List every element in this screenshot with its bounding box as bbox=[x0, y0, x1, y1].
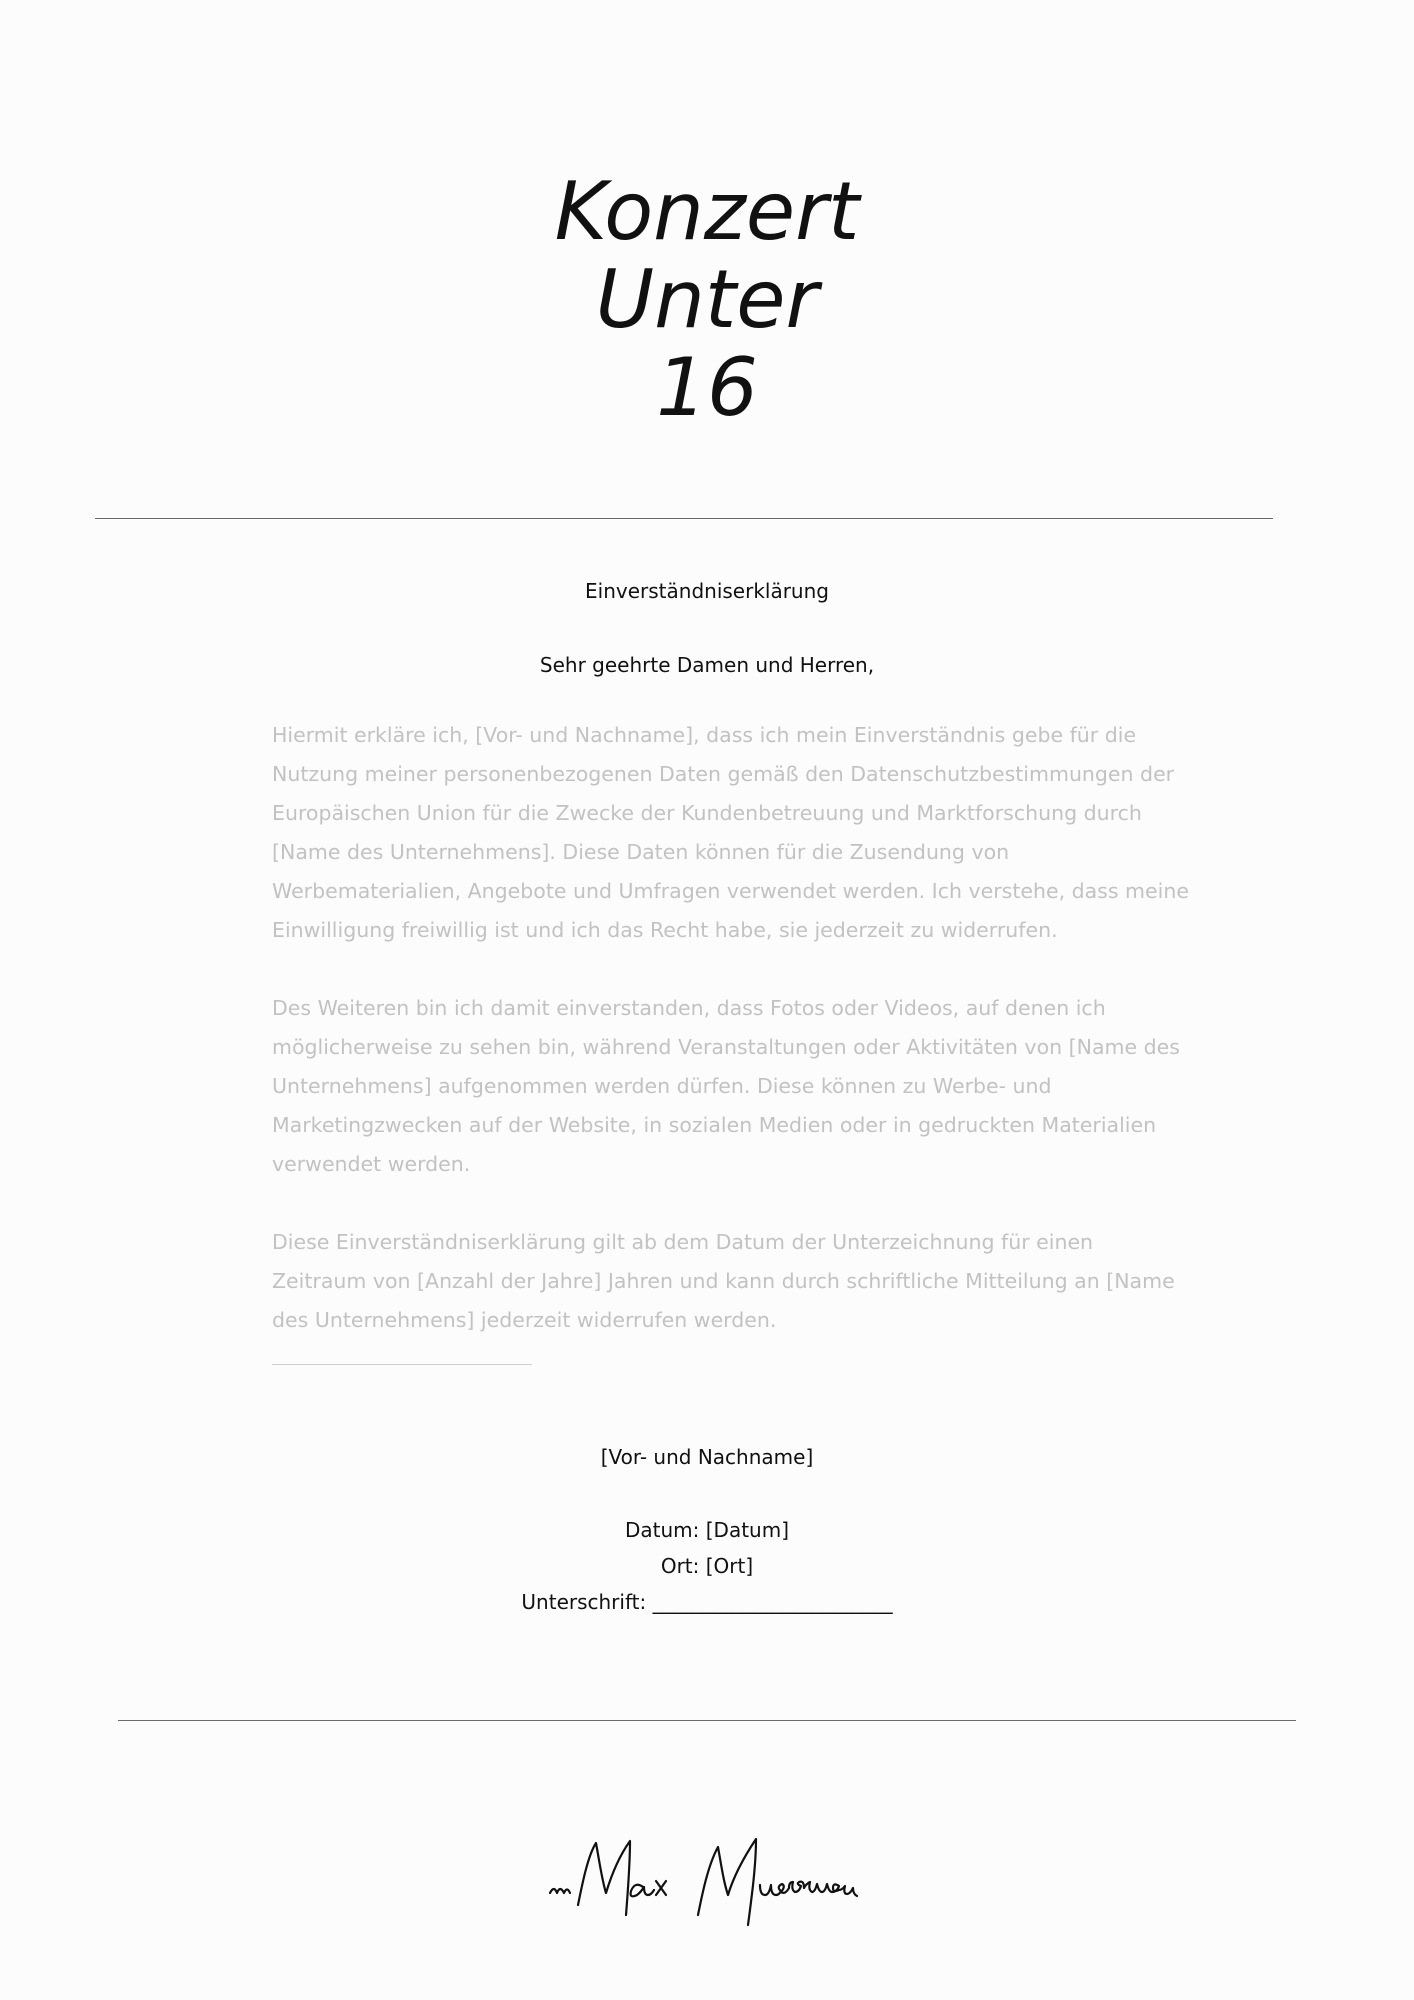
greeting: Sehr geehrte Damen und Herren, bbox=[539, 653, 875, 677]
top-divider bbox=[95, 518, 1273, 519]
body-text bbox=[272, 716, 1192, 1379]
title-line-3: 16 bbox=[656, 341, 758, 434]
place-line: Ort: [Ort] bbox=[660, 1554, 754, 1578]
signature-line: Unterschrift: ________________________ bbox=[521, 1590, 893, 1614]
paragraph-3: Diese Einverständniserklärung gilt ab dem Datum der Unterzeichnung für einen Zeitraum von [Anzahl der Jahre] Jahren und kann durch schriftliche Mitteilung an [Name des Unternehmens] jederzeit widerrufen werden. bbox=[272, 1230, 1175, 1332]
handwritten-signature bbox=[548, 1835, 908, 1935]
title-line-1: Konzert bbox=[554, 165, 860, 258]
paragraph-2: Des Weiteren bin ich damit einverstanden, dass Fotos oder Videos, auf denen ich möglicherweise zu sehen bin, während Veranstaltungen oder Aktivitäten von [Name des Unternehmens] aufgenommen werden dürfen. Diese können zu Werbe- und Marketingzwecken auf der Website, in sozialen Medien oder in gedruckten Materialien verwendet werden. bbox=[272, 996, 1180, 1176]
title-line-2: Unter bbox=[595, 253, 819, 346]
bottom-divider bbox=[118, 1720, 1296, 1721]
paragraph-1: Hiermit erkläre ich, [Vor- und Nachname], dass ich mein Einverständnis gebe für die Nutzung meiner personenbezogenen Daten gemäß den Datenschutzbestimmungen der Europäischen Union für die Zwecke der Kundenbetreuung und Marktforschung durch [Name des Unternehmens]. Diese Daten können für die Zusendung von Werbematerialien, Angebote und Umfragen verwendet werden. Ich verstehe, dass meine Einwilligung freiwillig ist und ich das Recht habe, sie jederzeit zu widerrufen. bbox=[272, 723, 1189, 942]
short-divider bbox=[272, 1364, 532, 1365]
section-heading: Einverständniserklärung bbox=[585, 579, 829, 603]
date-line: Datum: [Datum] bbox=[624, 1518, 789, 1542]
name-placeholder: [Vor- und Nachname] bbox=[600, 1445, 814, 1469]
document-title bbox=[0, 165, 1414, 434]
